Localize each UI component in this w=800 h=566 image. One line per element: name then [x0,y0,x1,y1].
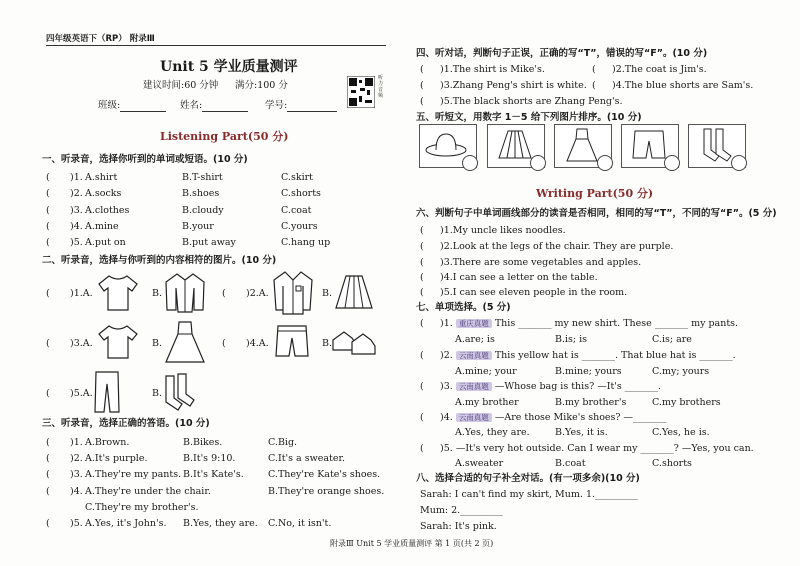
option-c: C.shorts [652,458,692,469]
id-blank[interactable] [287,101,337,112]
pants-icon [92,368,122,416]
s7-q3 [440,381,661,393]
order-circle[interactable] [664,155,680,171]
option-c: C.No, it isn't. [268,518,332,529]
option-b: B.T-shirt [182,172,223,183]
option-c: C.Big. [268,437,298,448]
option-a: A.clothes [85,205,130,216]
answer-blank[interactable]: ( [420,412,424,423]
dialog-line-3: Sarah: It's pink. [420,521,497,532]
dialog-line-1[interactable]: Sarah: I can't find my skirt, Mum. 1._________ [420,489,638,500]
order-circle[interactable] [731,155,747,171]
answer-blank[interactable]: ( [420,257,424,268]
q-text: —Are those Mike's shoes? —_______ [494,412,667,423]
q-num: )4. [440,412,453,423]
name-blank[interactable] [202,101,248,112]
option-a: A.They're under the chair. [85,486,211,497]
q-text: This yellow hat is _______. That blue hat is _______. [494,350,736,361]
hat-icon [424,130,468,158]
s2-item-2a: )2.A. [246,288,269,299]
s4-title: 四、听对话，判断句子正误，正确的写“T”，错误的写“F”。(10 分) [416,48,708,59]
s7-q4 [440,412,666,424]
skirt-icon [332,272,376,312]
option-b: B.my brother's [555,397,627,408]
jacket-icon [162,270,208,316]
answer-blank[interactable]: ( [46,172,50,183]
order-circle[interactable] [462,155,478,171]
s4-q4: )4.The blue shorts are Sam's. [612,80,754,91]
option-c: C.yours [281,221,318,232]
option-a: A.Yes, they are. [455,427,530,438]
qr-note: 听力音频 [378,75,384,99]
s6-row: )4.I can see a letter on the table. [440,272,598,283]
answer-blank[interactable]: ( [420,381,424,392]
dress-icon [162,318,208,366]
dress-icon [564,126,600,164]
q-num: )3. [440,381,453,392]
q-num: )2. [440,350,453,361]
answer-blank[interactable]: ( [46,205,50,216]
exam-source-tag: 重庆真题 [456,319,492,328]
option-a: A.They're my pants. [85,469,182,480]
answer-blank[interactable]: ( [420,64,424,75]
name-field[interactable] [180,100,248,112]
socks-icon [698,126,734,164]
option-c: C.is; are [652,334,692,345]
writing-part-heading: Writing Part(50 分) [536,187,654,200]
option-c: C.my; yours [652,366,710,377]
skirt-icon [496,128,534,162]
answer-blank[interactable]: ( [592,80,596,91]
option-c: C.Yes, he is. [652,427,710,438]
option-a: A.my brother [455,397,519,408]
s1-title: 一、听录音，选择你听到的单词或短语。(10 分) [42,154,248,165]
option-a: A.mine [85,221,119,232]
q-text: —It's very hot outside. Can I wear my _______? —Yes, you can. [455,443,754,454]
q-text: —Whose bag is this? —It's _______. [494,381,662,392]
s2-item-5b: B. [152,388,163,399]
option-c: C.They're my brother's. [85,502,199,513]
option-a: A.put on [85,237,126,248]
option-c: C.shorts [281,188,321,199]
s6-row: )5.I can see eleven people in the room. [440,287,628,298]
s3-title: 三、听录音，选择正确的答语。(10 分) [42,418,210,429]
answer-blank[interactable]: ( [420,241,424,252]
option-b: B.mine; yours [555,366,622,377]
option-b: B.shoes [182,188,220,199]
s1-num: )2. [70,188,83,199]
option-b: B.Yes, it is. [555,427,608,438]
answer-blank[interactable]: ( [46,288,50,299]
order-circle[interactable] [530,155,546,171]
option-c: C.They're Kate's shoes. [268,469,381,480]
s7-q1 [440,318,738,330]
option-c: C.hang up [281,237,331,248]
option-b: B.cloudy [182,205,224,216]
page-footer: 附录Ⅲ Unit 5 学业质量测评 第 1 页(共 2 页) [330,539,494,548]
listening-part-heading: Listening Part(50 分) [160,130,289,143]
s2-item-3a: )3.A. [70,338,93,349]
qr-code-icon [347,76,375,108]
answer-blank[interactable]: ( [46,237,50,248]
answer-blank[interactable]: ( [420,272,424,283]
answer-blank[interactable]: ( [222,288,226,299]
answer-blank[interactable]: ( [46,486,50,497]
s4-q2: )2.The coat is Jim's. [612,64,707,75]
s2-item-4b: B. [322,338,333,349]
appendix-label: 附录Ⅲ [129,34,155,44]
option-a: A.socks [85,188,122,199]
exam-source-tag: 云南真题 [456,413,492,422]
s4-q1: )1.The shirt is Mike's. [440,64,545,75]
option-c: C.coat [281,205,312,216]
shorts-icon [272,322,312,362]
class-field[interactable] [98,100,166,112]
s7-q2 [440,350,736,362]
s2-item-4a: )4.A. [246,338,269,349]
option-c: C.skirt [281,172,313,183]
s3-num: )1. [70,437,83,448]
q-num: )1. [440,318,453,329]
s4-q5: )5.The black shorts are Zhang Peng's. [440,96,623,107]
order-circle[interactable] [597,155,613,171]
header-rule [46,45,386,46]
s7-title: 七、单项选择。(5 分) [416,302,511,313]
exam-source-tag: 云南真题 [456,351,492,360]
id-field[interactable] [265,100,337,112]
answer-blank[interactable]: ( [46,469,50,480]
option-b: B.It's Kate's. [183,469,244,480]
s1-num: )5. [70,237,83,248]
option-c: C.It's a sweater. [268,453,345,464]
s3-num: )4. [70,486,83,497]
answer-blank[interactable]: ( [46,188,50,199]
s3-num: )3. [70,469,83,480]
answer-blank[interactable]: ( [222,338,226,349]
answer-blank[interactable]: ( [420,96,424,107]
s1-num: )3. [70,205,83,216]
option-b: B.They're orange shoes. [268,486,385,497]
answer-blank[interactable]: ( [420,318,424,329]
option-a: A.Brown. [85,437,130,448]
class-label: 班级: [98,100,121,111]
q-text: This _______ my new shirt. These _______ my pants. [494,318,739,329]
option-a: A.are; is [455,334,495,345]
s8-title: 八、选择合适的句子补全对话。(有一项多余)(10 分) [416,473,640,484]
s6-row: )3.There are some vegetables and apples. [440,257,642,268]
shirt-icon [270,268,316,316]
s2-item-5a: )5.A. [70,388,93,399]
book-header [46,33,155,45]
book-label: 四年级英语下（RP） [46,34,127,44]
t-shirt-icon [95,272,141,314]
answer-blank[interactable]: ( [46,437,50,448]
answer-blank[interactable]: ( [420,225,424,236]
shoes-icon [330,326,378,358]
id-label: 学号: [265,100,288,111]
option-b: B.Bikes. [183,437,223,448]
answer-blank[interactable]: ( [46,388,50,399]
option-a: A.mine; your [455,366,517,377]
s2-item-1b: B. [152,288,163,299]
option-b: B.Yes, they are. [183,518,258,529]
s6-title: 六、判断句子中单词画线部分的读音是否相同，相同的写“T”，不同的写“F”。(5 分) [416,208,777,219]
s2-item-3b: B. [152,338,163,349]
class-blank[interactable] [120,101,166,112]
score-text: 满分:100 分 [235,80,288,91]
s6-row: )1.My uncle likes noodles. [440,225,566,236]
answer-blank[interactable]: ( [592,64,596,75]
answer-blank[interactable]: ( [46,221,50,232]
option-b: B.put away [182,237,236,248]
answer-blank[interactable]: ( [420,287,424,298]
s2-item-1a: )1.A. [70,288,93,299]
option-b: B.It's 9:10. [183,453,236,464]
s1-num: )1. [70,172,83,183]
socks-icon [160,372,196,412]
t-shirt-icon [95,322,141,362]
option-a: A.Yes, it's John's. [85,518,167,529]
option-b: B.is; is [555,334,588,345]
s2-title: 二、听录音，选择与你听到的内容相符的图片。(10 分) [42,255,277,266]
name-label: 姓名: [180,100,203,111]
answer-blank[interactable]: ( [46,518,50,529]
option-b: B.your [182,221,214,232]
s3-num: )2. [70,453,83,464]
dialog-line-2[interactable]: Mum: 2._________ [420,505,503,516]
option-c: C.my brothers [652,397,721,408]
answer-blank[interactable]: ( [420,443,424,454]
answer-blank[interactable]: ( [420,80,424,91]
option-a: A.shirt [85,172,118,183]
option-a: A.sweater [455,458,504,469]
s3-num: )5. [70,518,83,529]
option-b: B.coat [555,458,586,469]
answer-blank[interactable]: ( [46,338,50,349]
shorts-icon [630,128,668,162]
exam-title: Unit 5 学业质量测评 [160,59,298,75]
answer-blank[interactable]: ( [420,350,424,361]
s6-row: )2.Look at the legs of the chair. They are purple. [440,241,674,252]
s1-num: )4. [70,221,83,232]
option-a: A.It's purple. [85,453,148,464]
s2-item-2b: B. [322,288,333,299]
time-text: 建议时间:60 分钟 [143,80,219,91]
q-num: )5. [440,443,453,454]
s4-q3: )3.Zhang Peng's shirt is white. [440,80,587,91]
s5-title: 五、听短文，用数字 1－5 给下列图片排序。(10 分) [416,112,642,123]
answer-blank[interactable]: ( [46,453,50,464]
exam-source-tag: 云南真题 [456,382,492,391]
s7-q5 [440,443,754,455]
